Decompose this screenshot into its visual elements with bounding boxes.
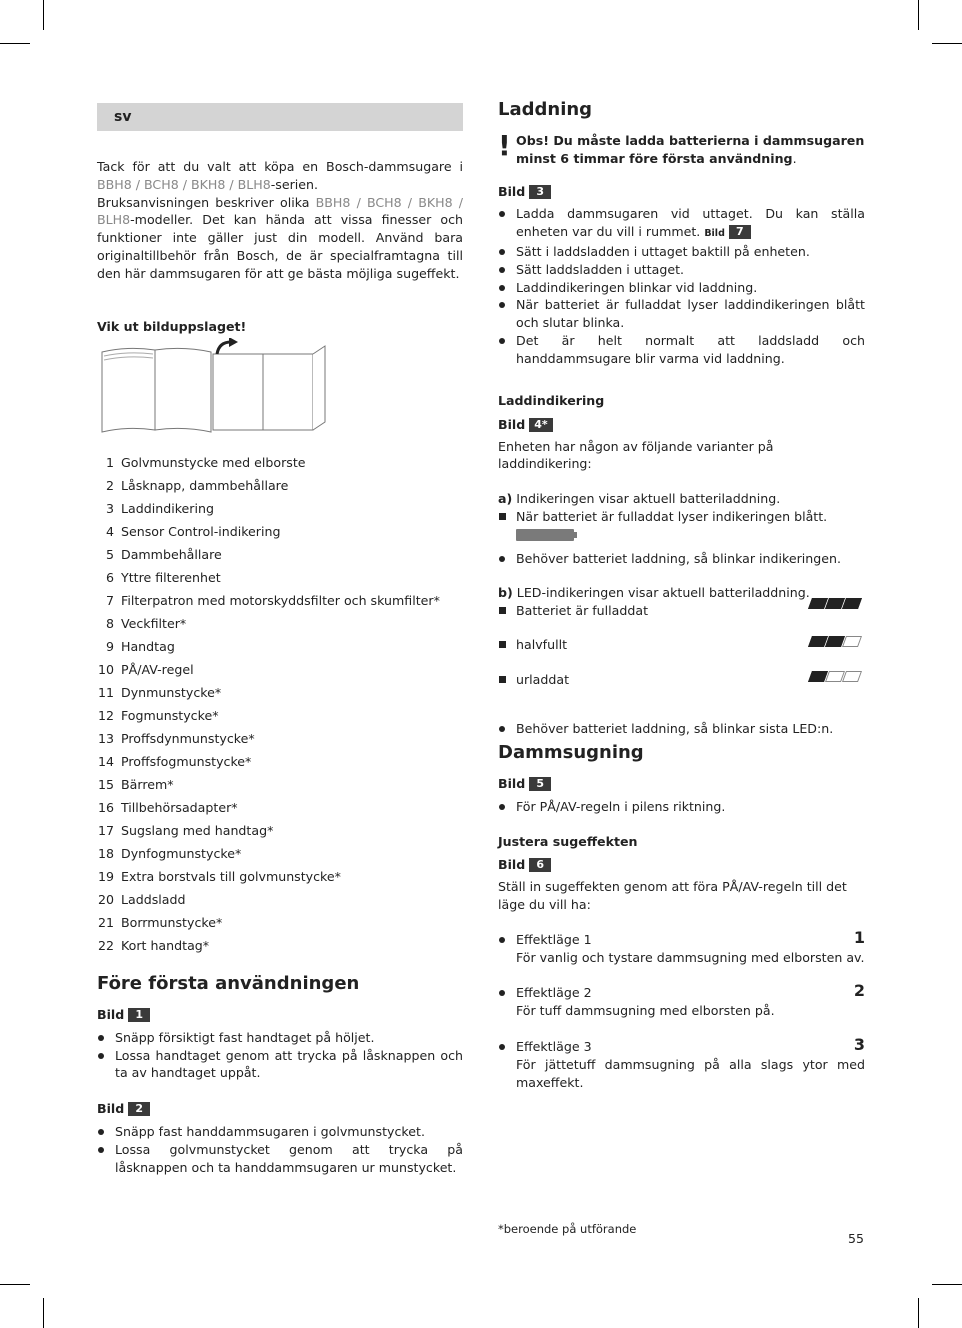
variant-b-list [498, 602, 865, 706]
part-number: 16 [97, 800, 114, 815]
parts-list-section [97, 451, 463, 957]
power-mode-number: 1 [853, 927, 865, 947]
parts-list-item [97, 681, 463, 704]
part-label: Fogmunstycke* [121, 708, 219, 723]
parts-list-item [97, 819, 463, 842]
battery-state-item [498, 636, 865, 671]
variant-text: LED-indikeringen visar aktuell batteriladdning. [516, 585, 810, 601]
power-mode-number: 2 [853, 981, 865, 1001]
power-mode-desc: För vanlig och tystare dammsugning med elborsten av. [516, 949, 865, 965]
bild-ref [498, 183, 865, 201]
battery-state-label: Batteriet är fulladdat [516, 603, 649, 619]
battery-led-icon [810, 671, 861, 682]
parts-list-item [97, 796, 463, 819]
battery-state-item [498, 602, 865, 636]
section-title: Laddning [498, 99, 593, 120]
variant-a-list [498, 508, 865, 546]
bild-ref [498, 416, 865, 434]
part-label: Sensor Control-indikering [121, 524, 281, 539]
parts-list-item [97, 911, 463, 934]
list-item: Lossa handtaget genom att trycka på låsknappen och ta av handtaget uppåt. [97, 1047, 463, 1083]
parts-list-item [97, 865, 463, 888]
list-item: Snäpp fast handdammsugaren i golvmunstycket. [97, 1123, 463, 1141]
warning-box [498, 129, 865, 168]
part-number: 12 [97, 708, 114, 723]
bild2-list [97, 1123, 463, 1176]
bild-label: Bild [498, 776, 526, 791]
part-number: 19 [97, 869, 114, 884]
parts-list-item [97, 750, 463, 773]
part-label: Dynfogmunstycke* [121, 846, 242, 861]
variant-label: a) [498, 491, 513, 507]
part-label: Låsknapp, dammbehållare [121, 478, 289, 493]
power-mode-item [498, 1034, 865, 1091]
figure-badge: 1 [128, 1008, 150, 1022]
battery-state-label: urladdat [516, 672, 570, 688]
list-item: Det är helt normalt att laddsladd och handdammsugare blir varma vid laddning. [498, 332, 865, 368]
bild-ref [97, 1100, 463, 1118]
vacuuming-section [498, 742, 865, 1109]
part-number: 17 [97, 823, 114, 838]
part-label: PÅ/AV-regel [121, 662, 194, 677]
battery-cell-icon [842, 598, 862, 609]
list-item: Snäpp försiktigt fast handtaget på höljet. [97, 1029, 463, 1047]
parts-list-item [97, 474, 463, 497]
subsection-title: Laddindikering [498, 393, 605, 408]
part-label: Veckfilter* [121, 616, 187, 631]
list-item: Sätt laddsladden i uttaget. [498, 261, 865, 279]
parts-list-item [97, 589, 463, 612]
section-title: Före första användningen [97, 973, 360, 994]
crop-mark [932, 1284, 962, 1285]
part-number: 10 [97, 662, 114, 677]
part-label: Yttre filterenhet [121, 570, 221, 585]
battery-bar-icon [516, 529, 574, 541]
section-title: Dammsugning [498, 742, 644, 763]
variant-a-blink-list [498, 550, 865, 568]
charging-section [498, 99, 865, 368]
parts-list-item [97, 658, 463, 681]
power-mode-desc: För jättetuff dammsugning på alla slags ytor med maxeffekt. [516, 1056, 865, 1090]
part-label: Dammbehållare [121, 547, 222, 562]
part-number: 1 [105, 455, 114, 470]
intro-paragraph-2 [97, 194, 463, 283]
list-item: För PÅ/AV-regeln i pilens riktning. [498, 798, 865, 816]
warning-text: . [792, 150, 797, 166]
charging-list [498, 205, 865, 367]
list-item [498, 205, 865, 243]
power-mode-name: Effektläge 1 [516, 931, 592, 947]
crop-mark [43, 1298, 44, 1328]
vacuuming-list [498, 798, 865, 816]
adjust-intro: Ställ in sugeffekten genom att föra PÅ/AV-regeln till det läge du vill ha: [498, 879, 847, 912]
parts-list-item [97, 727, 463, 750]
part-label: Proffsdynmunstycke* [121, 731, 255, 746]
bild-label: Bild [97, 1101, 125, 1117]
crop-mark [0, 43, 30, 44]
bild-ref [97, 1006, 463, 1024]
part-number: 7 [105, 593, 114, 608]
part-label: Filterpatron med motorskyddsfilter och skumfilter* [121, 593, 440, 608]
variant-a [498, 490, 865, 508]
intro-section [97, 158, 463, 283]
figure-badge: 4* [529, 418, 552, 432]
figure-badge: 6 [529, 858, 551, 872]
part-label: Dynmunstycke* [121, 685, 222, 700]
warning-text: Obs! Du måste ladda batterierna i dammsugaren minst 6 timmar före första användning [516, 133, 865, 166]
part-label: Handtag [121, 639, 175, 654]
parts-list-item [97, 773, 463, 796]
list-item: Behöver batteriet laddning, så blinkar sista LED:n. [498, 720, 865, 738]
list-text: När batteriet är fulladdat lyser indikeringen blått. [516, 508, 828, 524]
parts-list-item [97, 451, 463, 474]
variant-b-blink-list [498, 720, 865, 738]
power-mode-name: Effektläge 2 [516, 985, 592, 1001]
bild-label: Bild [704, 228, 725, 240]
parts-list-item [97, 520, 463, 543]
part-number: 21 [97, 915, 114, 930]
part-number: 8 [105, 616, 114, 631]
part-number: 2 [105, 478, 114, 493]
power-mode-number: 3 [853, 1034, 865, 1054]
subsection-title: Justera sugeffekten [498, 833, 638, 849]
battery-state-item [498, 671, 865, 706]
parts-list-item [97, 842, 463, 865]
crop-mark [43, 0, 44, 30]
part-label: Laddindikering [121, 501, 214, 516]
list-item [498, 508, 865, 546]
part-number: 14 [97, 754, 114, 769]
part-number: 18 [97, 846, 114, 861]
bild-ref [498, 856, 865, 874]
intro-text: -serien. [270, 176, 318, 192]
battery-led-icon [810, 636, 861, 647]
list-item: Lossa golvmunstycket genom att trycka på låsknappen och ta handdammsugaren ur munstycket. [97, 1141, 463, 1177]
part-number: 4 [105, 524, 114, 539]
part-label: Golvmunstycke med elborste [121, 455, 306, 470]
intro-text: Bruksanvisningen beskriver olika [97, 194, 316, 210]
crop-mark [918, 1298, 919, 1328]
battery-state-label: halvfullt [516, 637, 568, 653]
model-list: BBH8 / BCH8 / BKH8 / BLH8 [97, 194, 463, 228]
bild1-list [97, 1029, 463, 1082]
before-first-use-section [97, 973, 463, 1176]
foldout-illustration [97, 338, 329, 434]
part-label: Extra borstvals till golvmunstycke* [121, 869, 341, 884]
battery-cell-icon [842, 636, 862, 647]
bild-label: Bild [498, 416, 526, 432]
list-item: Laddindikeringen blinkar vid laddning. [498, 279, 865, 297]
intro-text: -modeller. Det kan hända att vissa finesser och funktioner inte gäller just din modell. Använd bara originaltillbehör från Bosch, de är specialframtagna till den här dammsugaren för att ge bästa möjliga sugeffekt. [97, 212, 463, 281]
figure-badge: 7 [729, 225, 751, 239]
footnote: *beroende på utförande [498, 1222, 637, 1236]
part-number: 13 [97, 731, 114, 746]
part-label: Sugslang med handtag* [121, 823, 274, 838]
part-number: 11 [97, 685, 114, 700]
power-mode-name: Effektläge 3 [516, 1038, 592, 1054]
part-number: 9 [105, 639, 114, 654]
part-number: 20 [97, 892, 114, 907]
parts-list-item [97, 704, 463, 727]
language-bar: sv [97, 103, 463, 131]
power-modes-list [498, 927, 865, 1092]
variant-text: Indikeringen visar aktuell batteriladdning. [516, 491, 781, 507]
parts-list [97, 451, 463, 957]
part-number: 3 [105, 501, 114, 516]
part-label: Bärrem* [121, 777, 174, 792]
parts-list-item [97, 497, 463, 520]
battery-cell-icon [842, 671, 862, 682]
page-number: 55 [848, 1231, 864, 1246]
intro-text: Tack för att du valt att köpa en Bosch-dammsugare i [97, 159, 463, 174]
intro-paragraph-1 [97, 158, 463, 194]
parts-list-item [97, 612, 463, 635]
variant-label: b) [498, 585, 513, 601]
parts-list-item [97, 543, 463, 566]
parts-list-item [97, 635, 463, 658]
part-label: Borrmunstycke* [121, 915, 223, 930]
bild-label: Bild [97, 1007, 125, 1022]
parts-list-item [97, 934, 463, 957]
bild-label: Bild [498, 183, 526, 199]
foldout-title: Vik ut bilduppslaget! [97, 319, 247, 334]
crop-mark [932, 43, 962, 44]
part-label: Tillbehörsadapter* [121, 800, 238, 815]
part-number: 15 [97, 777, 114, 792]
bild-ref [498, 775, 865, 793]
power-mode-item [498, 927, 865, 967]
list-item: När batteriet är fulladdat lyser laddindikeringen blått och slutar blinka. [498, 296, 865, 332]
model-list: BBH8 / BCH8 / BKH8 / BLH8 [97, 176, 271, 192]
bild-label: Bild [498, 857, 526, 873]
power-mode-item [498, 981, 865, 1020]
parts-list-item [97, 566, 463, 589]
part-number: 5 [105, 547, 114, 562]
figure-badge: 3 [529, 185, 551, 199]
battery-led-icon [810, 598, 861, 609]
list-text: Ladda dammsugaren vid uttaget. Du kan ställa enheten var du vill i rummet. [516, 206, 865, 240]
parts-list-item [97, 888, 463, 911]
warning-icon: ! [498, 129, 511, 162]
figure-badge: 5 [529, 777, 551, 791]
crop-mark [918, 0, 919, 30]
list-item: Sätt i laddsladden i uttaget baktill på enheten. [498, 243, 865, 261]
list-item: Behöver batteriet laddning, så blinkar indikeringen. [498, 550, 865, 568]
part-label: Proffsfogmunstycke* [121, 754, 252, 769]
part-label: Kort handtag* [121, 938, 210, 953]
charge-indicator-section [498, 392, 865, 738]
power-mode-desc: För tuff dammsugning med elborsten på. [516, 1003, 775, 1019]
crop-mark [0, 1284, 30, 1285]
charge-intro: Enheten har någon av följande varianter på laddindikering: [498, 438, 774, 472]
part-number: 22 [97, 938, 114, 953]
figure-badge: 2 [128, 1102, 150, 1116]
part-label: Laddsladd [121, 892, 186, 907]
part-number: 6 [105, 570, 114, 585]
